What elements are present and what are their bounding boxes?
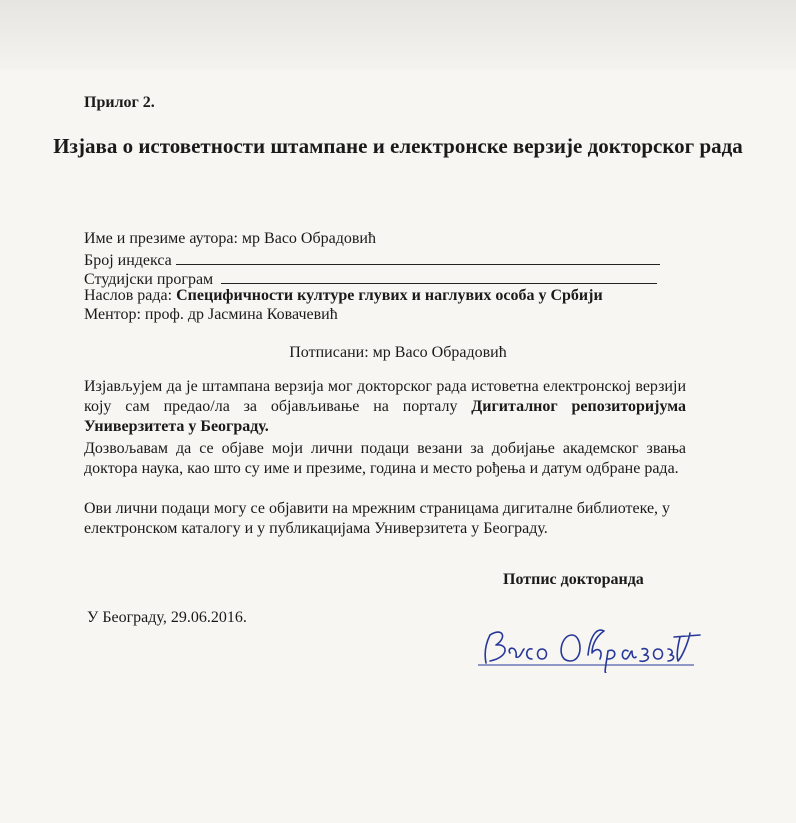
index-field-blank bbox=[176, 249, 660, 265]
signature-label: Потпис докторанда bbox=[503, 571, 644, 588]
mentor-line: Ментор: проф. др Јасмина Ковачевић bbox=[84, 306, 338, 323]
author-line: Име и презиме аутора: мр Васо Обрадовић bbox=[84, 230, 376, 247]
index-label: Број индекса bbox=[84, 252, 172, 269]
signed-line: Потписани: мр Васо Обрадовић bbox=[289, 344, 507, 361]
program-field-blank bbox=[221, 268, 657, 284]
statement-1-bold: Дигиталног репозиторијума Универзитета у Београду. bbox=[84, 398, 687, 435]
statement-1-text: Изјављујем да је штампана верзија мог докторског рада истоветна електронској верзији коју сам предао/ла за објављивање на порталу bbox=[84, 378, 686, 415]
thesis-line bbox=[84, 286, 603, 306]
program-label: Студијски програм bbox=[84, 271, 214, 288]
place-date: У Београду, 29.06.2016. bbox=[87, 609, 247, 626]
document-title: Изјава о истоветности штампане и електронске верзије докторског рада bbox=[53, 134, 743, 158]
statement-2: Дозвољавам да се објаве моји лични подаци везани за добијање академског звања доктора наука, као што су име и презиме, година и место рођења и датум одбране рада. bbox=[84, 440, 686, 477]
thesis-title: Специфичности културе глувих и наглувих особа у Србији bbox=[176, 287, 603, 304]
statement-1 bbox=[84, 377, 686, 437]
handwritten-signature bbox=[468, 613, 708, 673]
statement-3: Ови лични подаци могу се објавити на мрежним страницама дигиталне библиотеке, у електронском каталогу и у публикацијама Универзитета у Београду. bbox=[84, 500, 671, 537]
attachment-label: Прилог 2. bbox=[84, 94, 155, 111]
thesis-label: Наслов рада: bbox=[84, 287, 173, 304]
